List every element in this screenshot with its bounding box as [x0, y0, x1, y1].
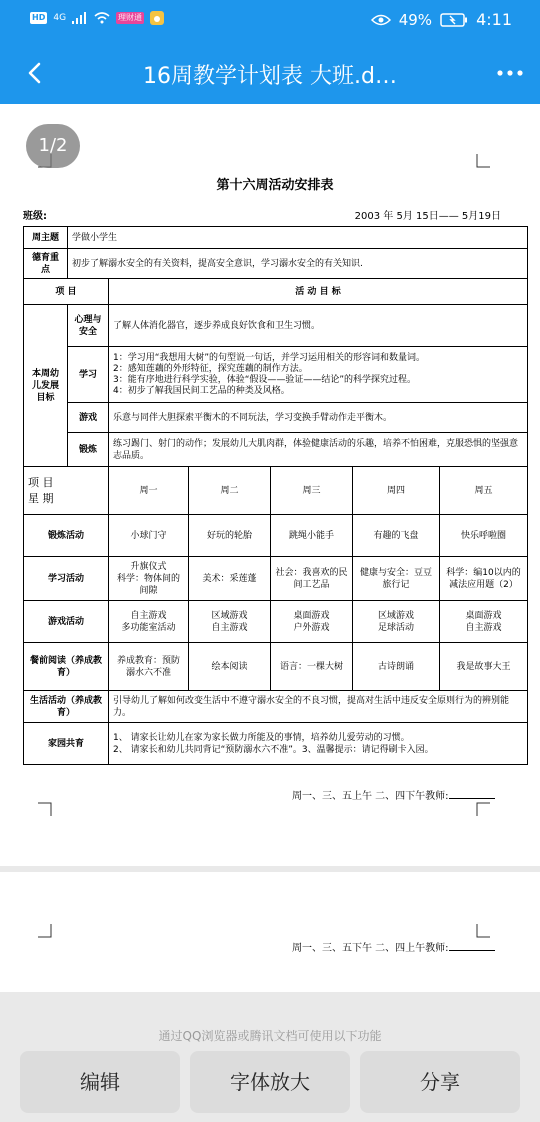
dev-text: 了解人体消化器官，逐步养成良好饮食和卫生习惯。	[109, 305, 528, 347]
signature-text: 周一、三、五上午 二、四下午教师:	[292, 791, 449, 802]
clock: 4:11	[476, 10, 512, 29]
activity-cell: 养成教育：预防溺水六不准	[109, 643, 189, 691]
font-enlarge-button[interactable]: 字体放大	[190, 1051, 350, 1113]
dev-text: 1：学习用“我想用大树”的句型说一句话，并学习运用相关的形容词和数量词。 2：感知莲藕的外形特征，探究莲藕的制作方法。 3：能有序地进行科学实验，体验“假设——验证——结论”的科学探究过程。 4：初步了解我国民间工艺品的种类及风格。	[109, 347, 528, 403]
home-label: 家园共育	[24, 723, 109, 765]
activity-cell: 升旗仪式 科学：物体间的间隙	[109, 557, 189, 601]
crop-mark	[38, 802, 52, 816]
home-value: 1、 请家长让幼儿在家为家长做力所能及的事情，培养幼儿爱劳动的习惯。 2、 请家长和幼儿共同背记“预防溺水六不准”。3、温馨提示：请记得刷卡入园。	[109, 723, 528, 765]
item-label: 项 目	[28, 475, 54, 489]
dev-goals-label: 本周幼儿发展目标	[24, 305, 68, 467]
week-header-cell	[24, 467, 109, 515]
table-row	[24, 305, 528, 347]
life-label: 生活活动（养成教育）	[24, 691, 109, 723]
day-header: 周四	[353, 467, 440, 515]
table-row	[24, 433, 528, 467]
share-button[interactable]: 分享	[360, 1051, 520, 1113]
activity-label: 学习活动	[24, 557, 109, 601]
battery-percent: 49%	[398, 10, 433, 29]
wifi-icon	[94, 12, 110, 24]
life-value: 引导幼儿了解如何改变生活中不遵守溺水安全的不良习惯，提高对生活中违反安全原则行为的辨别能力。	[109, 691, 528, 723]
goal-header: 活 动 目 标	[109, 279, 528, 305]
document-title: 16周教学计划表 大班.d…	[143, 64, 397, 89]
activity-label: 游戏活动	[24, 601, 109, 643]
table-row	[24, 691, 528, 723]
dev-text: 乐意与同伴大胆探索平衡木的不同玩法，学习变换手臂动作走平衡木。	[109, 403, 528, 433]
activity-cell: 小球门守	[109, 515, 189, 557]
doc-title: 第十六周活动安排表	[216, 178, 334, 193]
page-indicator: 1/2	[26, 124, 80, 168]
table-row	[24, 643, 528, 691]
edit-button[interactable]: 编辑	[20, 1051, 180, 1113]
table-row	[24, 279, 528, 305]
activity-cell: 有趣的飞盘	[353, 515, 440, 557]
activity-cell: 自主游戏 多功能室活动	[109, 601, 189, 643]
activity-cell: 区域游戏 足球活动	[353, 601, 440, 643]
dev-area: 游戏	[68, 403, 109, 433]
activity-cell: 桌面游戏 户外游戏	[271, 601, 353, 643]
activity-cell: 桌面游戏 自主游戏	[440, 601, 528, 643]
theme-value: 学做小学生	[68, 227, 528, 249]
more-button[interactable]	[490, 56, 530, 90]
table-row	[24, 347, 528, 403]
dev-area: 锻炼	[68, 433, 109, 467]
document-page-2	[0, 872, 540, 992]
dev-area: 学习	[68, 347, 109, 403]
signature-line	[292, 787, 495, 802]
activity-cell: 区域游戏 自主游戏	[189, 601, 271, 643]
moral-value: 初步了解溺水安全的有关资料，提高安全意识，学习溺水安全的有关知识.	[68, 249, 528, 279]
signal-icon	[72, 12, 88, 24]
table-row	[24, 557, 528, 601]
signature-blank	[449, 798, 495, 799]
signature-text: 周一、三、五下午 二、四上午教师:	[292, 943, 449, 954]
crop-mark	[476, 154, 490, 168]
chevron-left-icon	[18, 56, 52, 90]
hd-icon: HD	[32, 13, 46, 22]
table-row	[24, 723, 528, 765]
activity-cell: 语言：一棵大树	[271, 643, 353, 691]
activity-cell: 我是故事大王	[440, 643, 528, 691]
feature-hint: 通过QQ浏览器或腾讯文档可使用以下功能	[158, 1029, 382, 1043]
theme-label: 周主题	[24, 227, 68, 249]
activity-cell: 跳绳小能手	[271, 515, 353, 557]
item-header: 项 目	[24, 279, 109, 305]
dev-area: 心理与安全	[68, 305, 109, 347]
table-row	[24, 515, 528, 557]
activity-cell: 好玩的轮胎	[189, 515, 271, 557]
eye-comfort-icon	[371, 14, 391, 26]
date-range: 2003 年 5月 15日—— 5月19日	[354, 211, 501, 222]
table-row	[24, 601, 528, 643]
class-label: 班级:	[23, 211, 47, 222]
moral-label: 德育重点	[24, 249, 68, 279]
document-body	[23, 174, 527, 765]
dev-text: 练习踢门、射门的动作；发展幼儿大肌肉群，体验健康活动的乐趣，培养不怕困难，克服恐惧的坚强意志品质。	[109, 433, 528, 467]
battery-icon	[440, 13, 468, 27]
wealth-app-icon: 理财通	[118, 13, 143, 22]
activity-cell: 科学：编10以内的减法应用题（2）	[440, 557, 528, 601]
title-bar	[0, 40, 540, 104]
day-header: 周三	[271, 467, 353, 515]
day-header: 周五	[440, 467, 528, 515]
activity-cell: 古诗朗诵	[353, 643, 440, 691]
status-bar	[0, 0, 540, 40]
table-row	[24, 467, 528, 515]
more-icon	[490, 56, 530, 90]
activity-cell: 社会：我喜欢的民间工艺品	[271, 557, 353, 601]
crop-mark	[38, 924, 52, 938]
activity-label: 餐前阅读（养成教育）	[24, 643, 109, 691]
network-type: 4G	[53, 13, 67, 23]
table-row	[24, 403, 528, 433]
table-row	[24, 249, 528, 279]
schedule-table	[23, 226, 528, 765]
weather-app-icon	[150, 11, 164, 25]
crop-mark	[476, 924, 490, 938]
signature-blank	[449, 950, 495, 951]
activity-cell: 快乐呼啦圈	[440, 515, 528, 557]
back-button[interactable]	[18, 56, 52, 90]
week-label: 星 期	[28, 491, 54, 505]
activity-cell: 健康与安全：豆豆旅行记	[353, 557, 440, 601]
activity-cell: 美术：采莲蓬	[189, 557, 271, 601]
table-row	[24, 227, 528, 249]
activity-label: 锻炼活动	[24, 515, 109, 557]
crop-mark	[476, 802, 490, 816]
activity-cell: 绘本阅读	[189, 643, 271, 691]
day-header: 周一	[109, 467, 189, 515]
day-header: 周二	[189, 467, 271, 515]
signature-line	[292, 939, 495, 954]
